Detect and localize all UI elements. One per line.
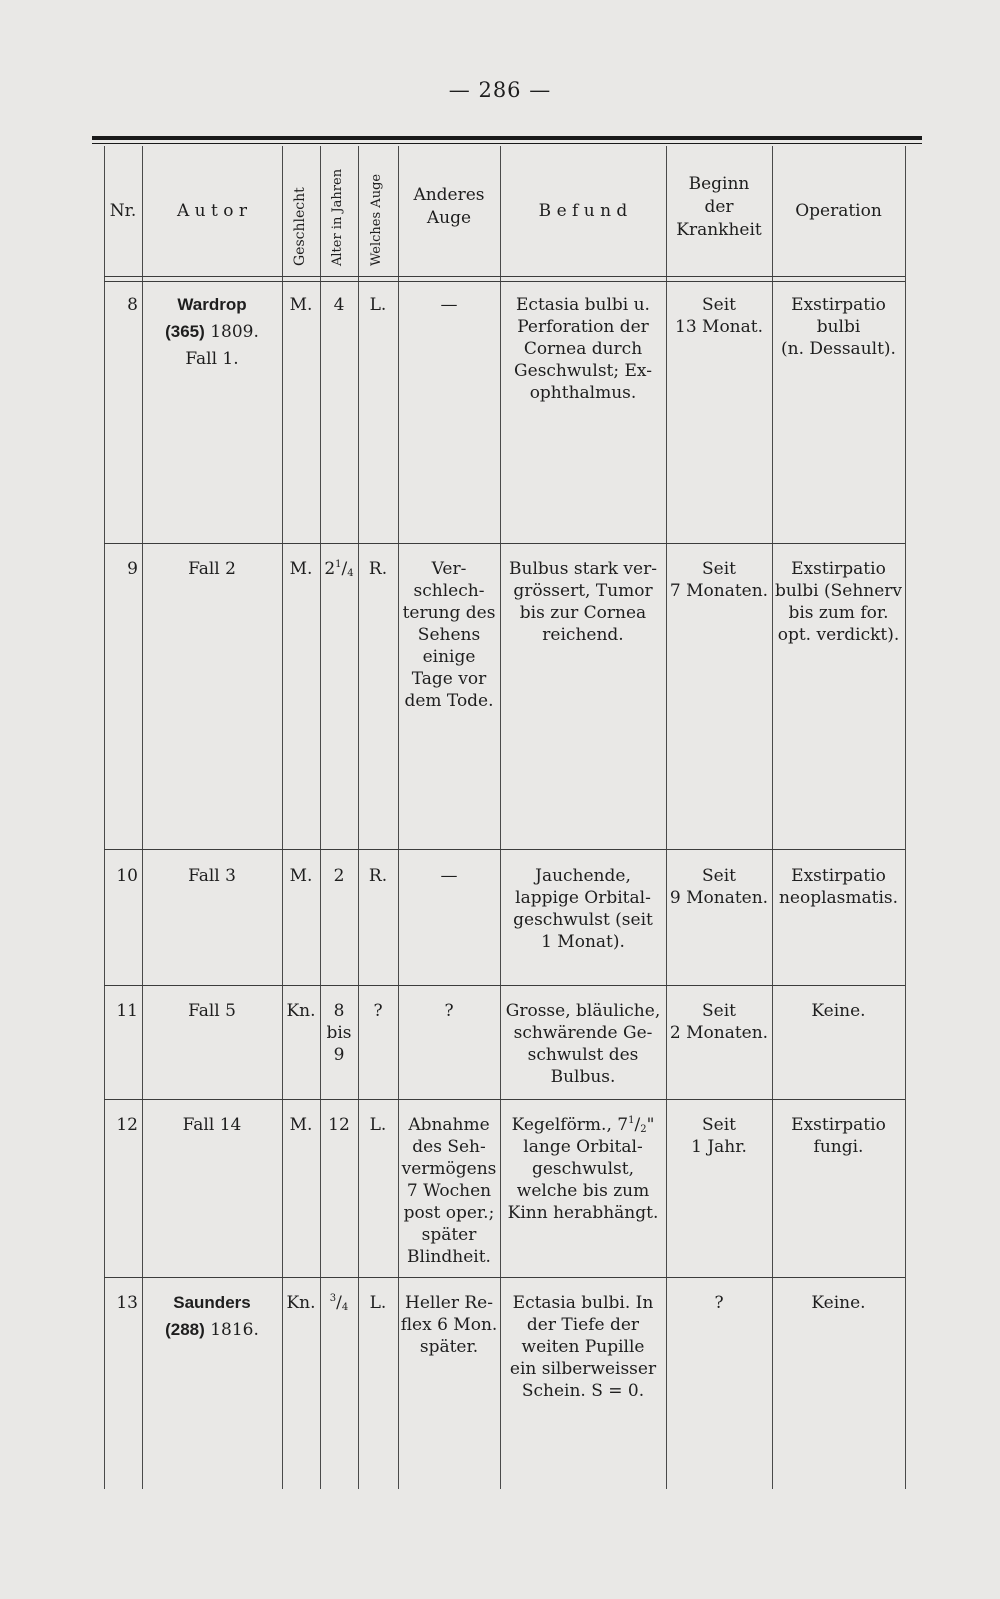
row-beginn: Seit 13 Monat. [675, 295, 763, 337]
col-line [666, 146, 667, 1489]
row-alter: $^3/_4$ [329, 1293, 349, 1313]
row-separator [104, 1099, 905, 1100]
col-line [320, 146, 321, 1489]
autor-year: 1809. [210, 322, 259, 342]
row-operation: Keine. [811, 1293, 866, 1313]
row-separator [104, 849, 905, 850]
row-befund: Kegelförm., $7^1/_2$" lange Orbital- geschwulst, welche bis zum Kinn herabhängt. [507, 1115, 659, 1223]
row-anderes: — [440, 295, 458, 315]
header-operation: Operation [795, 201, 882, 221]
col-line [104, 146, 105, 1489]
autor-name: Saunders [173, 1293, 251, 1312]
autor-case: Fall 14 [182, 1115, 242, 1135]
row-operation: Exstirpatio fungi. [791, 1115, 886, 1157]
row-auge: L. [369, 295, 387, 315]
row-operation: Exstirpatio bulbi (Sehnerv bis zum for. opt. verdickt). [774, 559, 903, 645]
header-nr: Nr. [109, 201, 137, 221]
row-autor [142, 294, 282, 370]
page-number: — 286 — [448, 78, 552, 102]
row-autor [142, 1292, 282, 1341]
row-alter: 4 [333, 295, 345, 315]
row-geschlecht: M. [289, 559, 313, 579]
autor-case: Fall 3 [188, 866, 236, 886]
row-auge: L. [369, 1293, 387, 1313]
header-beginn: Beginn der Krankheit [676, 174, 762, 240]
row-beginn: Seit 9 Monaten. [669, 866, 769, 908]
row-geschlecht: M. [289, 1115, 313, 1135]
autor-case: Fall 5 [188, 1001, 236, 1021]
row-befund: Ectasia bulbi u. Perforation der Cornea durch Geschwulst; Ex- ophthalmus. [514, 295, 652, 403]
row-auge: R. [368, 559, 388, 579]
row-befund: Jauchende, lappige Orbital- geschwulst (seit 1 Monat). [513, 866, 653, 952]
row-auge: L. [369, 1115, 387, 1135]
col-line [905, 146, 906, 1489]
row-alter: 8 bis 9 [326, 1001, 352, 1065]
row-beginn: Seit 1 Jahr. [691, 1115, 747, 1157]
row-auge: R. [368, 866, 388, 886]
row-nr: 13 [116, 1293, 138, 1313]
header-separator [104, 276, 905, 282]
row-beginn: Seit 7 Monaten. [669, 559, 769, 601]
col-line [358, 146, 359, 1489]
row-geschlecht: Kn. [286, 1001, 316, 1021]
row-anderes: Ver- schlech- terung des Sehens einige Tage vor dem Tode. [402, 559, 496, 711]
autor-name: Wardrop [177, 295, 247, 314]
autor-year: 1816. [210, 1320, 259, 1340]
row-nr: 9 [127, 559, 138, 579]
row-separator [104, 1277, 905, 1278]
autor-case: Fall 2 [188, 559, 236, 579]
col-line [282, 146, 283, 1489]
row-nr: 12 [116, 1115, 138, 1135]
autor-ref: (288) [165, 1320, 205, 1339]
top-rule-thin [92, 143, 922, 144]
header-geschlecht: Geschlecht [292, 187, 308, 266]
top-rule-thick [92, 136, 922, 140]
row-operation: Exstirpatio neoplasmatis. [778, 866, 899, 908]
header-welches-auge: Welches Auge [369, 173, 384, 266]
row-alter: 12 [328, 1115, 350, 1135]
row-beginn: Seit 2 Monaten. [669, 1001, 769, 1043]
row-alter: $2^1/_4$ [324, 559, 354, 579]
row-geschlecht: M. [289, 866, 313, 886]
row-operation: Keine. [811, 1001, 866, 1021]
row-nr: 11 [116, 1001, 138, 1021]
row-geschlecht: M. [289, 295, 313, 315]
row-anderes: Heller Re- flex 6 Mon. später. [400, 1293, 498, 1357]
row-nr: 10 [116, 866, 138, 886]
header-befund: B e f u n d [538, 201, 628, 221]
autor-ref: (365) [165, 322, 205, 341]
row-anderes: ? [444, 1001, 454, 1021]
row-alter: 2 [333, 866, 345, 886]
header-anderes-auge: Anderes Auge [413, 185, 485, 228]
header-alter: Alter in Jahren [330, 168, 345, 266]
row-anderes: — [440, 866, 458, 886]
row-geschlecht: Kn. [286, 1293, 316, 1313]
row-separator [104, 985, 905, 986]
col-line [398, 146, 399, 1489]
row-operation: Exstirpatio bulbi (n. Dessault). [781, 295, 896, 359]
row-auge: ? [373, 1001, 383, 1021]
row-separator [104, 543, 905, 544]
row-nr: 8 [127, 295, 138, 315]
row-anderes: Abnahme des Seh- vermögens 7 Wochen post oper.; später Blindheit. [401, 1115, 497, 1267]
header-autor: A u t o r [176, 201, 248, 221]
row-befund: Bulbus stark ver- grössert, Tumor bis zur Cornea reichend. [509, 559, 657, 645]
row-befund: Ectasia bulbi. In der Tiefe der weiten Pupille ein silberweisser Schein. S = 0. [509, 1293, 657, 1401]
autor-case: Fall 1. [185, 349, 239, 369]
row-befund: Grosse, bläuliche, schwärende Ge- schwulst des Bulbus. [505, 1001, 661, 1087]
row-beginn: ? [714, 1293, 724, 1313]
